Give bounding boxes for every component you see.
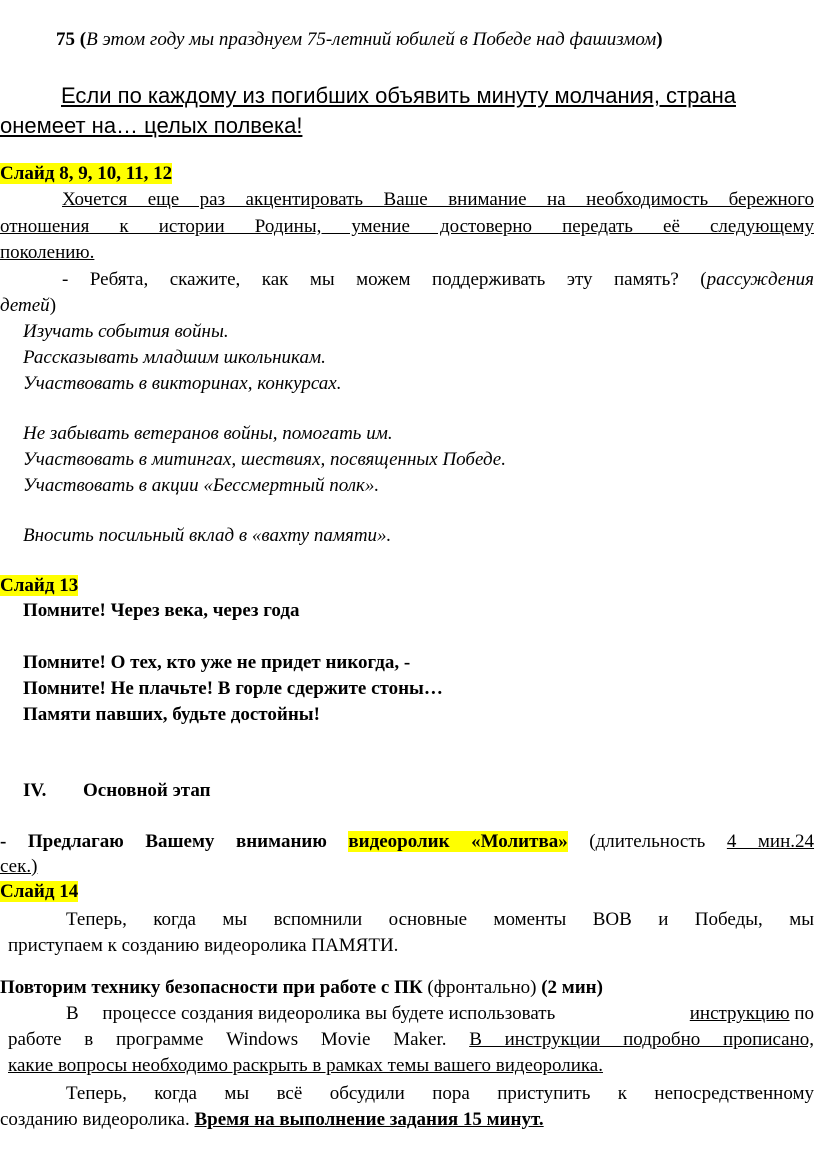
slide-8-12-para-line-3: поколению. — [0, 242, 95, 263]
heading-open-paren: ( — [79, 29, 87, 50]
slide-8-12-para-line-2: отношения к истории Родины, умение достоверно передать её следующему — [0, 216, 814, 237]
video-offer-line-2: сек.) — [0, 856, 38, 877]
video-offer-line-1: - Предлагаю Вашему вниманию видеоролик «Молитва» (длительность 4 мин.24 — [0, 831, 815, 852]
slide-13-label: Слайд 13 — [0, 575, 79, 596]
stage-heading — [23, 777, 816, 804]
stage-title: Основной этап — [83, 780, 211, 801]
stage-numeral: IV. — [23, 780, 47, 801]
slide-14-label: Слайд 14 — [0, 881, 79, 902]
question-line-1: - Ребята, скажите, как мы можем поддерживать эту память? (рассуждения — [62, 269, 814, 290]
verse-line: Помните! О тех, кто уже не придет никогда, - — [23, 652, 411, 673]
video-title-highlight: видеоролик «Молитва» — [348, 831, 568, 852]
safety-line: Повторим технику безопасности при работе с ПК (фронтально) (2 мин) — [0, 977, 603, 998]
instruction-line-3: какие вопросы необходимо раскрыть в рамках темы вашего видеоролика. — [8, 1055, 603, 1076]
intro-line-2: онемеет на… целых полвека! — [0, 113, 303, 138]
heading-close-paren: ) — [656, 29, 663, 50]
heading-number: 75 — [56, 29, 75, 50]
slide-8-12-label: Слайд 8, 9, 10, 11, 12 — [0, 163, 173, 184]
question-line-2: детей) — [0, 295, 57, 316]
intro-line-1: Если по каждому из погибших объявить минуту молчания, страна — [61, 83, 736, 108]
document-heading — [56, 26, 816, 53]
answer-item: Участвовать в викторинах, конкурсах. — [23, 373, 342, 394]
slide-14-line-1: Теперь, когда мы вспомнили основные моменты ВОВ и Победы, мы — [66, 909, 814, 930]
slide-8-12-para-line-1: Хочется еще раз акцентировать Ваше внимание на необходимость бережного — [62, 189, 814, 210]
answer-item: Изучать события войны. — [23, 321, 229, 342]
verse-line: Памяти павших, будьте достойны! — [23, 704, 320, 725]
verse-line: Помните! Не плачьте! В горле сдержите стоны… — [23, 678, 443, 699]
instruction-line-1: В процессе создания видеоролика вы будете использовать инструкцию по — [66, 1003, 814, 1024]
answer-item: Вносить посильный вклад в «вахту памяти». — [23, 525, 392, 546]
slide-14-line-2: приступаем к созданию видеоролика ПАМЯТИ. — [8, 935, 399, 956]
instruction-link[interactable]: инструкцию — [689, 1003, 790, 1024]
answer-item: Участвовать в митингах, шествиях, посвященных Победе. — [23, 449, 506, 470]
answer-item: Рассказывать младшим школьникам. — [23, 347, 326, 368]
final-line-2: созданию видеоролика. Время на выполнение задания 15 минут. — [0, 1109, 544, 1130]
answer-item: Не забывать ветеранов войны, помогать им. — [23, 423, 393, 444]
instruction-line-2: работе в программе Windows Movie Maker. В инструкции подробно прописано, — [8, 1029, 814, 1050]
final-line-1: Теперь, когда мы всё обсудили пора приступить к непосредственному — [66, 1083, 814, 1104]
heading-italic-text: В этом году мы празднуем 75-летний юбилей в Победе над фашизмом — [86, 29, 657, 50]
answer-item: Участвовать в акции «Бессмертный полк». — [23, 475, 380, 496]
verse-line: Помните! Через века, через года — [23, 600, 300, 621]
